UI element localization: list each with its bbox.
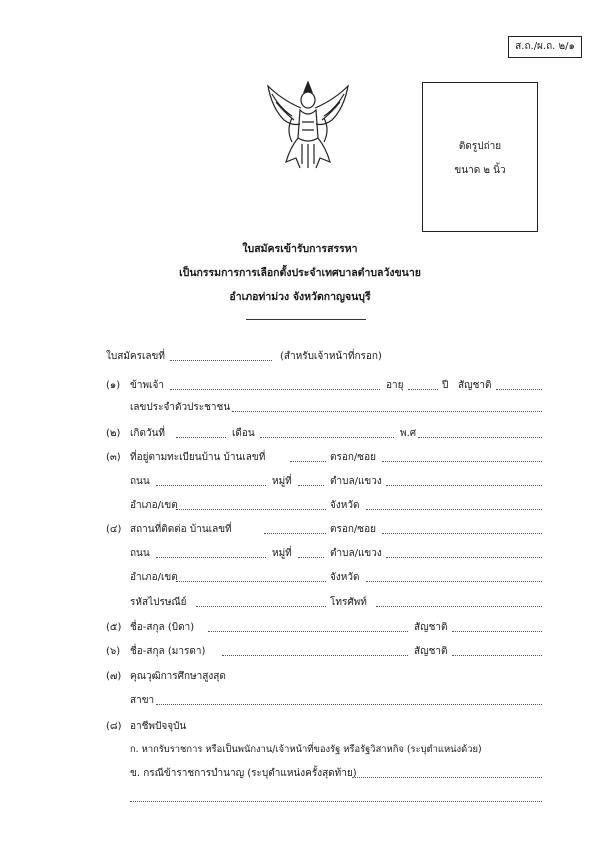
province-label: จังหวัด (330, 500, 360, 511)
occupation-pension-label: ข. กรณีข้าราชการบำนาญ (ระบุตำแหน่งครั้งสุดท้าย) (130, 768, 357, 779)
moo-label: หมู่ที่ (272, 476, 292, 487)
section-6-row (0, 644, 600, 658)
postcode-label: รหัสไปรษณีย์ (130, 597, 187, 608)
birth-date-label: เกิดวันที่ (130, 428, 166, 439)
mother-name-label: ชื่อ-สกุล (มารดา) (130, 646, 206, 657)
mother-name-field[interactable] (222, 655, 408, 656)
section-7-row (0, 669, 600, 683)
father-nationality-label: สัญชาติ (414, 622, 448, 633)
father-name-label: ชื่อ-สกุล (บิดา) (130, 622, 195, 633)
contact-address-label: สถานที่ติดต่อ บ้านเลขที่ (130, 524, 232, 535)
alley-label: ตรอก/ซอย (330, 452, 376, 463)
birth-day-field[interactable] (176, 437, 226, 438)
age-label: อายุ (386, 380, 404, 391)
section-7-number: (๗) (106, 671, 122, 682)
father-name-field[interactable] (208, 631, 408, 632)
contact-moo-label: หมู่ที่ (272, 548, 292, 559)
moo-field[interactable] (298, 485, 324, 486)
section-4-district-row (0, 570, 600, 584)
age-field[interactable] (408, 389, 438, 390)
section-4-postcode-row (0, 595, 600, 609)
province-field[interactable] (366, 509, 542, 510)
education-label: คุณวุฒิการศึกษาสูงสุด (130, 671, 226, 682)
application-number-row (0, 349, 600, 363)
contact-subdistrict-field[interactable] (386, 557, 542, 558)
contact-road-field[interactable] (156, 557, 266, 558)
major-field[interactable] (156, 704, 542, 705)
father-nationality-field[interactable] (452, 631, 542, 632)
district-label: อำเภอ/เขต (130, 500, 178, 511)
contact-house-number-field[interactable] (264, 533, 326, 534)
section-3-number: (๓) (106, 452, 121, 463)
mother-nationality-label: สัญชาติ (414, 646, 448, 657)
pension-position-field[interactable] (352, 777, 542, 778)
subdistrict-field[interactable] (386, 485, 542, 486)
alley-field[interactable] (382, 461, 542, 462)
occupation-label: อาชีพปัจจุบัน (130, 721, 187, 732)
section-8-number: (๘) (106, 721, 122, 732)
contact-subdistrict-label: ตำบล/แขวง (330, 548, 382, 559)
section-1-label: ข้าพเจ้า (130, 380, 164, 391)
national-id-label: เลขประจำตัวประชาชน (130, 402, 231, 413)
birth-month-field[interactable] (260, 437, 394, 438)
form-code-box: ส.ถ./ผ.ถ. ๒/๑ (508, 36, 582, 58)
subdistrict-label: ตำบล/แขวง (330, 476, 382, 487)
contact-alley-label: ตรอก/ซอย (330, 524, 376, 535)
section-4-number: (๔) (106, 524, 122, 535)
postcode-field[interactable] (196, 606, 326, 607)
application-number-label: ใบสมัครเลขที่ (106, 351, 165, 362)
nationality-label: สัญชาติ (458, 380, 492, 391)
section-2-number: (๒) (106, 428, 121, 439)
mother-nationality-field[interactable] (452, 655, 542, 656)
section-4-row (0, 522, 600, 536)
section-8-extra-row (0, 790, 600, 804)
contact-province-label: จังหวัด (330, 572, 360, 583)
section-5-row (0, 620, 600, 634)
section-1-id-row (0, 400, 600, 414)
occupation-government-label: ก. หากรับราชการ หรือเป็นพนักงาน/เจ้าหน้าที่ของรัฐ หรือรัฐวิสาหกิจ (ระบุตำแหน่งด้วย) (130, 744, 482, 755)
photo-placeholder-box (422, 82, 538, 232)
form-title-line3: อำเภอท่าม่วง จังหวัดกาญจนบุรี (229, 291, 371, 303)
section-1-number: (๑) (106, 380, 121, 391)
section-8b-row (0, 766, 600, 780)
registered-address-label: ที่อยู่ตามทะเบียนบ้าน บ้านเลขที่ (130, 452, 266, 463)
section-3-district-row (0, 498, 600, 512)
section-2-row (0, 426, 600, 440)
district-field[interactable] (176, 509, 326, 510)
year-label: ปี (442, 380, 449, 391)
national-id-field[interactable] (232, 411, 542, 412)
road-label: ถนน (130, 476, 150, 487)
major-label: สาขา (130, 695, 155, 706)
section-6-number: (๖) (106, 646, 121, 657)
garuda-emblem-icon (262, 78, 354, 174)
section-8a-row (0, 742, 600, 756)
pension-position-extra-field[interactable] (130, 801, 542, 802)
section-8-row (0, 719, 600, 733)
form-title-line2: เป็นกรรมการการเลือกตั้งประจำเทศบาลตำบลวังขนาย (179, 267, 421, 279)
applicant-name-field[interactable] (170, 389, 380, 390)
contact-province-field[interactable] (366, 581, 542, 582)
phone-field[interactable] (376, 606, 542, 607)
application-number-field[interactable] (170, 360, 272, 361)
section-1-row (0, 378, 600, 392)
nationality-field[interactable] (496, 389, 542, 390)
contact-district-field[interactable] (176, 581, 326, 582)
form-title-line1: ใบสมัครเข้ารับการสรรหา (242, 243, 358, 255)
contact-road-label: ถนน (130, 548, 150, 559)
contact-moo-field[interactable] (298, 557, 324, 558)
title-divider (246, 319, 366, 320)
road-field[interactable] (156, 485, 266, 486)
contact-district-label: อำเภอ/เขต (130, 572, 178, 583)
section-3-row (0, 450, 600, 464)
contact-alley-field[interactable] (382, 533, 542, 534)
application-number-note: (สำหรับเจ้าหน้าที่กรอก) (280, 351, 382, 362)
birth-year-field[interactable] (418, 437, 542, 438)
section-4-road-row (0, 546, 600, 560)
section-5-number: (๕) (106, 622, 122, 633)
photo-label: ติดรูปถ่าย (458, 141, 502, 152)
photo-size-label: ขนาด ๒ นิ้ว (454, 165, 506, 176)
phone-label: โทรศัพท์ (330, 597, 367, 608)
birth-month-label: เดือน (232, 428, 255, 439)
birth-year-label: พ.ศ (400, 428, 417, 439)
section-3-road-row (0, 474, 600, 488)
house-number-field[interactable] (290, 461, 326, 462)
section-7-major-row (0, 693, 600, 707)
